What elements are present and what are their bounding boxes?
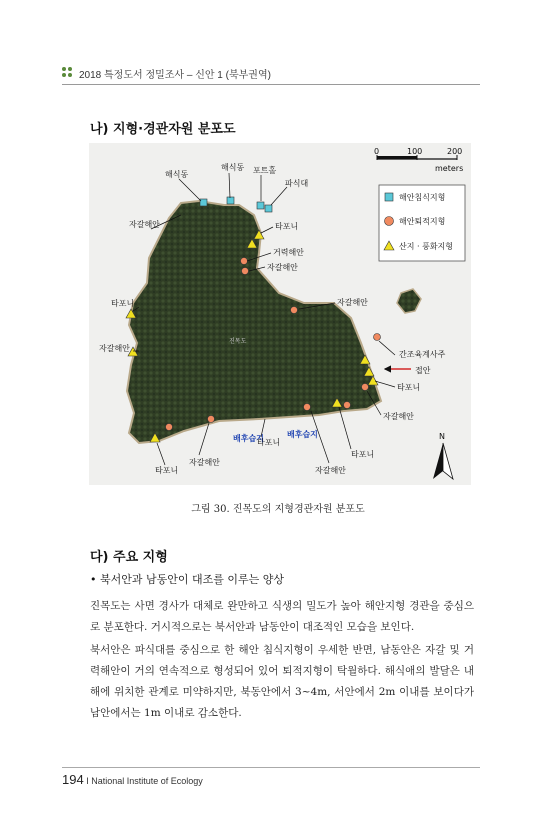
svg-text:자갈해안: 자갈해안: [129, 220, 160, 229]
svg-text:자갈해안: 자갈해안: [315, 466, 346, 475]
footer-rule: [62, 767, 480, 768]
svg-text:100: 100: [407, 147, 423, 156]
legend-circle-icon: [385, 217, 394, 226]
svg-text:타포니: 타포니: [257, 438, 281, 447]
svg-text:자갈해안: 자갈해안: [337, 298, 368, 307]
header-rule: [62, 84, 480, 85]
svg-text:자갈해안: 자갈해안: [383, 412, 414, 421]
svg-text:타포니: 타포니: [351, 450, 375, 459]
footer-org: I National Institute of Ecology: [86, 776, 203, 786]
svg-text:포트홀: 포트홀: [253, 166, 277, 175]
svg-text:간조육계사주: 간조육계사주: [399, 350, 446, 359]
svg-text:200: 200: [447, 147, 463, 156]
svg-text:접안: 접안: [415, 366, 431, 375]
paragraph-2: 북서안은 파식대를 중심으로 한 해안 침식지형이 우세한 반면, 남동안은 자갈 및 거력해안이 거의 연속적으로 형성되어 있어 퇴적지형이 탁월하다. 해식애의 발달은 내해에 위치한 관계로 미약하지만, 북동안에서 3~4m, 서안에서 2m 이내를 보이다가 남안에서는 1m 이내로 감소한다.: [90, 644, 474, 719]
svg-text:자갈해안: 자갈해안: [267, 263, 298, 272]
landform-distribution-map: [89, 143, 471, 485]
svg-text:해안침식지형: 해안침식지형: [399, 193, 446, 202]
figure-caption: 그림 30. 진목도의 지형경관자원 분포도: [191, 504, 365, 515]
section-title-main-landforms: 다) 주요 지형: [90, 550, 168, 565]
svg-text:자갈해안: 자갈해안: [189, 458, 220, 467]
page-footer: [62, 772, 203, 787]
svg-text:타포니: 타포니: [155, 466, 179, 475]
svg-text:산지 · 풍화지형: 산지 · 풍화지형: [399, 242, 453, 251]
svg-text:거력해안: 거력해안: [273, 248, 304, 257]
legend-square-icon: [385, 193, 393, 201]
svg-text:타포니: 타포니: [275, 222, 299, 231]
map-legend: [379, 185, 465, 261]
paragraph-1: 진목도는 사면 경사가 대체로 완만하고 식생의 밀도가 높아 해안지형 경관을 중심으로 분포한다. 거시적으로는 북서안과 남동안이 대조적인 모습을 보인다.: [90, 600, 474, 633]
svg-text:타포니: 타포니: [397, 383, 421, 392]
header-dots-icon: [62, 67, 74, 79]
header-text: 2018 특정도서 정밀조사 – 신안 1 (북부권역): [79, 70, 271, 81]
svg-text:meters: meters: [435, 164, 464, 173]
svg-text:해식동: 해식동: [221, 163, 245, 172]
page-number: 194: [62, 772, 84, 787]
svg-text:해식동: 해식동: [165, 170, 189, 179]
running-header: [62, 66, 482, 80]
svg-text:배후습지: 배후습지: [233, 434, 264, 443]
svg-text:N: N: [439, 432, 445, 441]
bullet-point: • 북서안과 남동안이 대조를 이루는 양상: [90, 573, 284, 586]
svg-text:배후습지: 배후습지: [287, 430, 318, 439]
svg-text:자갈해안: 자갈해안: [99, 344, 130, 353]
section-title-distribution-map: 나) 지형·경관자원 분포도: [90, 122, 236, 137]
svg-text:진목도: 진목도: [229, 338, 247, 345]
svg-text:파식대: 파식대: [285, 179, 309, 188]
svg-text:타포니: 타포니: [111, 299, 135, 308]
svg-text:해안퇴적지형: 해안퇴적지형: [399, 217, 446, 226]
svg-text:0: 0: [374, 147, 380, 156]
